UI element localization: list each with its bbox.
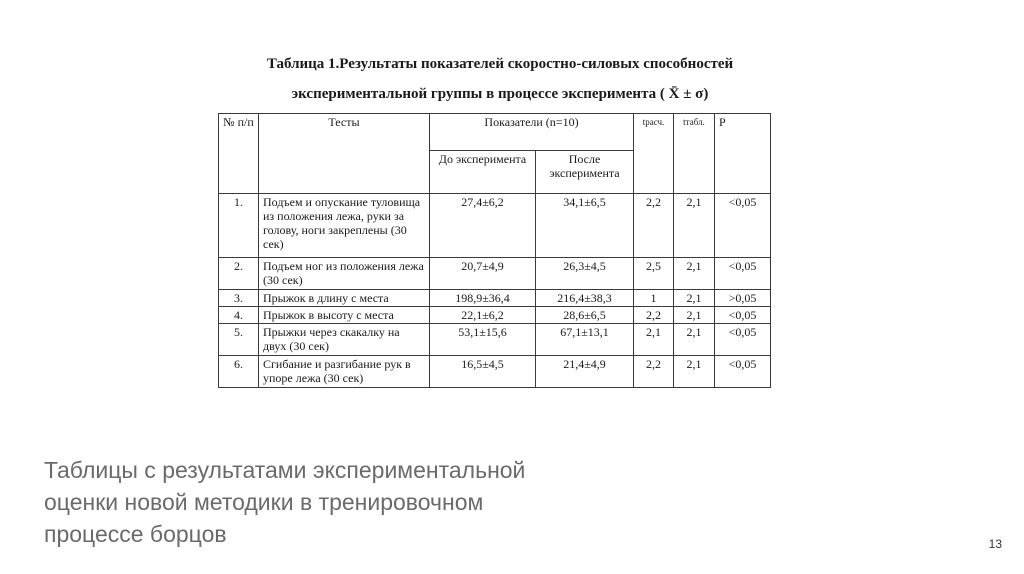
header-t-calc: tрасч. bbox=[634, 114, 674, 194]
row-t-table: 2,1 bbox=[674, 290, 715, 307]
table-row bbox=[219, 290, 771, 307]
header-t-table: tтабл. bbox=[674, 114, 715, 194]
header-num: № п/п bbox=[219, 114, 259, 194]
row-t-table: 2,1 bbox=[674, 324, 715, 356]
row-test: Подъем ног из положения лежа (30 сек) bbox=[259, 258, 430, 290]
row-p: <0,05 bbox=[715, 258, 771, 290]
caption-line1: Таблицы с результатами экспериментальной bbox=[44, 457, 526, 483]
table-title-line1: Таблица 1.Результаты показателей скоростно-силовых способностей bbox=[266, 56, 734, 72]
row-p: <0,05 bbox=[715, 307, 771, 324]
header-indicators: Показатели (n=10) bbox=[430, 114, 634, 151]
row-t-calc: 1 bbox=[634, 290, 674, 307]
table-title-line2: экспериментальной группы в процессе эксперимента ( X̄ ± σ) bbox=[291, 86, 709, 102]
row-p: <0,05 bbox=[715, 324, 771, 356]
row-t-table: 2,1 bbox=[674, 356, 715, 388]
row-before: 22,1±6,2 bbox=[430, 307, 536, 324]
row-t-calc: 2,5 bbox=[634, 258, 674, 290]
results-table bbox=[218, 113, 771, 388]
table-row bbox=[219, 307, 771, 324]
row-after: 216,4±38,3 bbox=[536, 290, 634, 307]
row-before: 27,4±6,2 bbox=[430, 194, 536, 258]
row-before: 53,1±15,6 bbox=[430, 324, 536, 356]
row-before: 16,5±4,5 bbox=[430, 356, 536, 388]
row-p: <0,05 bbox=[715, 356, 771, 388]
row-after: 67,1±13,1 bbox=[536, 324, 634, 356]
row-test: Сгибание и разгибание рук в упоре лежа (30 сек) bbox=[259, 356, 430, 388]
slide-caption bbox=[44, 454, 744, 550]
row-after: 21,4±4,9 bbox=[536, 356, 634, 388]
row-test: Подъем и опускание туловища из положения лежа, руки за голову, ноги закреплены (30 сек) bbox=[259, 194, 430, 258]
header-p: P bbox=[715, 114, 771, 194]
row-p: >0,05 bbox=[715, 290, 771, 307]
row-test: Прыжок в длину с места bbox=[259, 290, 430, 307]
table-row bbox=[219, 194, 771, 258]
row-t-table: 2,1 bbox=[674, 194, 715, 258]
row-t-calc: 2,2 bbox=[634, 194, 674, 258]
row-t-calc: 2,2 bbox=[634, 356, 674, 388]
caption-line3: процессе борцов bbox=[44, 521, 227, 547]
row-num: 5. bbox=[219, 324, 259, 356]
row-after: 28,6±6,5 bbox=[536, 307, 634, 324]
header-before: До эксперимента bbox=[430, 151, 536, 194]
row-test: Прыжок в высоту с места bbox=[259, 307, 430, 324]
row-after: 26,3±4,5 bbox=[536, 258, 634, 290]
header-tests: Тесты bbox=[259, 114, 430, 194]
table-row bbox=[219, 324, 771, 356]
row-before: 20,7±4,9 bbox=[430, 258, 536, 290]
row-num: 2. bbox=[219, 258, 259, 290]
page-number: 13 bbox=[988, 537, 1002, 551]
row-num: 6. bbox=[219, 356, 259, 388]
row-after: 34,1±6,5 bbox=[536, 194, 634, 258]
row-num: 4. bbox=[219, 307, 259, 324]
caption-line2: оценки новой методики в тренировочном bbox=[44, 489, 484, 515]
header-after: После эксперимента bbox=[536, 151, 634, 194]
table-header-row bbox=[219, 114, 771, 151]
row-t-calc: 2,1 bbox=[634, 324, 674, 356]
table-row bbox=[219, 258, 771, 290]
row-test: Прыжки через скакалку на двух (30 сек) bbox=[259, 324, 430, 356]
row-t-calc: 2,2 bbox=[634, 307, 674, 324]
row-before: 198,9±36,4 bbox=[430, 290, 536, 307]
row-p: <0,05 bbox=[715, 194, 771, 258]
row-num: 1. bbox=[219, 194, 259, 258]
row-t-table: 2,1 bbox=[674, 307, 715, 324]
row-t-table: 2,1 bbox=[674, 258, 715, 290]
table-row bbox=[219, 356, 771, 388]
row-num: 3. bbox=[219, 290, 259, 307]
